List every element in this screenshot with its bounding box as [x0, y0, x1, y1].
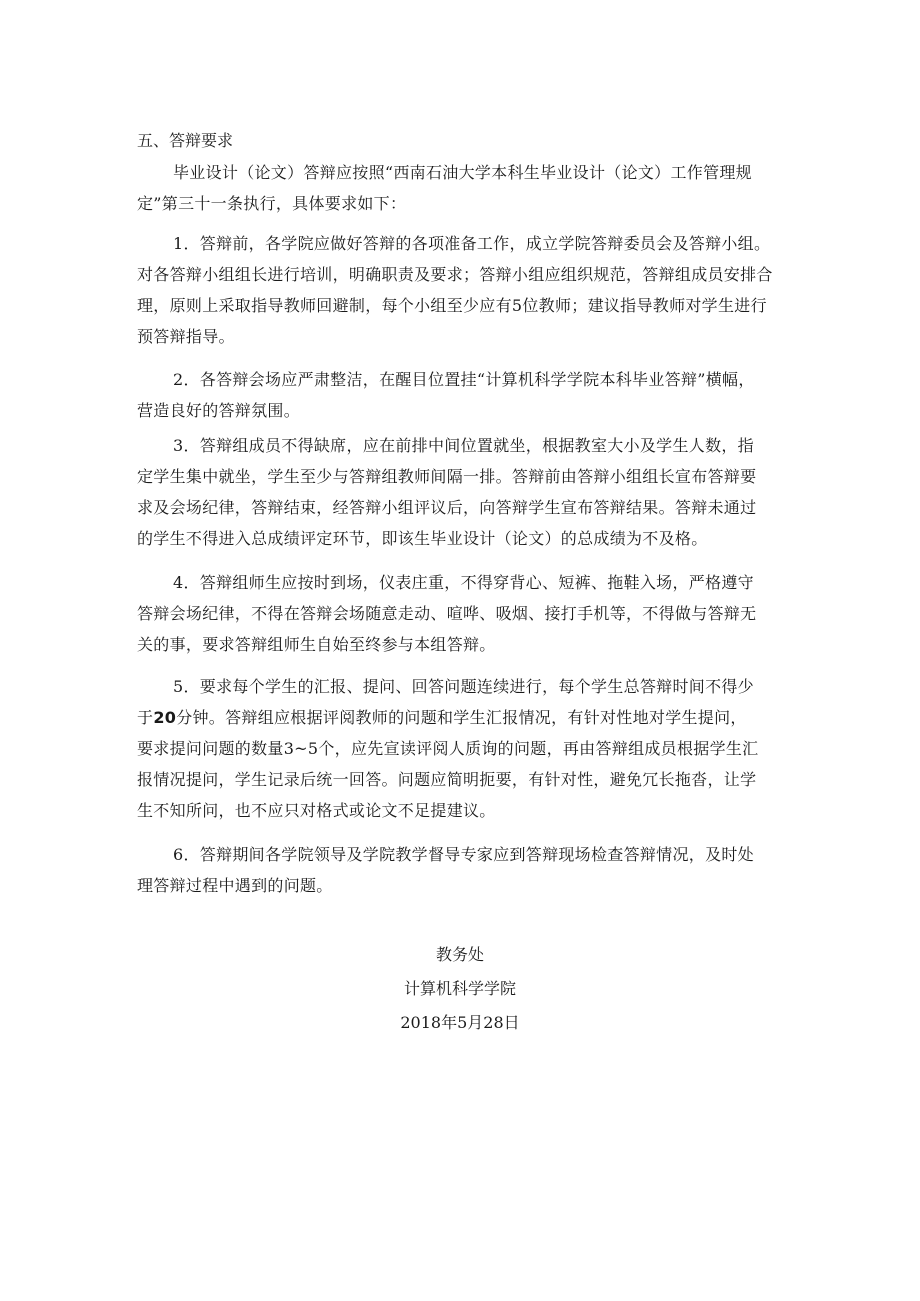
paragraph-line: 的学生不得进入总成绩评定环节，即该生毕业设计（论文）的总成绩为不及格。	[137, 529, 708, 548]
paragraph-line: 答辩会场纪律，不得在答辩会场随意走动、喧哗、吸烟、接打手机等，不得做与答辩无	[137, 604, 757, 623]
intro-paragraph	[137, 157, 785, 219]
paragraph-line: 对各答辩小组组长进行培训，明确职责及要求；答辩小组应组织规范，答辩组成员安排合	[137, 265, 773, 284]
paragraph-line: 生不知所问，也不应只对格式或论文不足提建议。	[137, 801, 496, 820]
paragraph-line: 报情况提问，学生记录后统一回答。问题应简明扼要，有针对性，避免冗长拖沓，让学	[137, 770, 757, 789]
paragraph-line: 4．答辩组师生应按时到场，仪表庄重，不得穿背心、短裤、拖鞋入场，严格遵守	[173, 573, 754, 592]
requirement-item-3	[137, 430, 785, 554]
text-segment: 于	[137, 708, 154, 727]
paragraph-line: 理答辩过程中遇到的问题。	[137, 876, 333, 895]
paragraph-line: 6．答辩期间各学院领导及学院教学督导专家应到答辩现场检查答辩情况，及时处	[173, 845, 754, 864]
requirement-item-1	[137, 228, 785, 352]
requirement-item-4	[137, 567, 785, 660]
text-segment: 分钟。答辩组应根据评阅教师的问题和学生汇报情况，有针对性地对学生提问，	[176, 708, 747, 727]
minutes-number: 20	[153, 708, 177, 727]
paragraph-line: 理，原则上采取指导教师回避制，每个小组至少应有5位教师；建议指导教师对学生进行	[137, 296, 767, 315]
signature-school: 计算机科学学院	[403, 979, 516, 998]
paragraph-line: 1．答辩前，各学院应做好答辩的各项准备工作，成立学院答辩委员会及答辩小组。	[173, 234, 771, 253]
section-title: 五、答辩要求	[137, 131, 234, 150]
paragraph-line: 要求提问问题的数量3~5个，应先宣读评阅人质询的问题，再由答辩组成员根据学生汇	[137, 739, 759, 758]
requirement-item-2	[137, 364, 785, 426]
paragraph-line: 2．各答辩会场应严肃整洁，在醒目位置挂“计算机科学学院本科毕业答辩”横幅，	[173, 370, 755, 389]
paragraph-line: 求及会场纪律，答辩结束，经答辩小组评议后，向答辩学生宣布答辩结果。答辩未通过	[137, 498, 757, 517]
paragraph-line-with-number	[137, 702, 785, 733]
paragraph-line: 定学生集中就坐，学生至少与答辩组教师间隔一排。答辩前由答辩小组组长宣布答辩要	[137, 467, 757, 486]
paragraph-line: 3．答辩组成员不得缺席，应在前排中间位置就坐，根据教室大小及学生人数，指	[173, 436, 754, 455]
paragraph-line: 关的事，要求答辩组师生自始至终参与本组答辩。	[137, 635, 496, 654]
paragraph-line: 5．要求每个学生的汇报、提问、回答问题连续进行，每个学生总答辩时间不得少	[173, 677, 754, 696]
requirement-item-5	[137, 671, 785, 826]
requirement-item-6	[137, 839, 785, 901]
signature-department: 教务处	[435, 945, 484, 964]
paragraph-line: 定”第三十一条执行，具体要求如下：	[137, 194, 407, 213]
paragraph-line: 营造良好的答辩氛围。	[137, 401, 301, 420]
signature-date: 2018年5月28日	[400, 1013, 520, 1032]
paragraph-line: 预答辩指导。	[137, 327, 235, 346]
paragraph-line: 毕业设计（论文）答辩应按照“西南石油大学本科生毕业设计（论文）工作管理规	[173, 163, 752, 182]
